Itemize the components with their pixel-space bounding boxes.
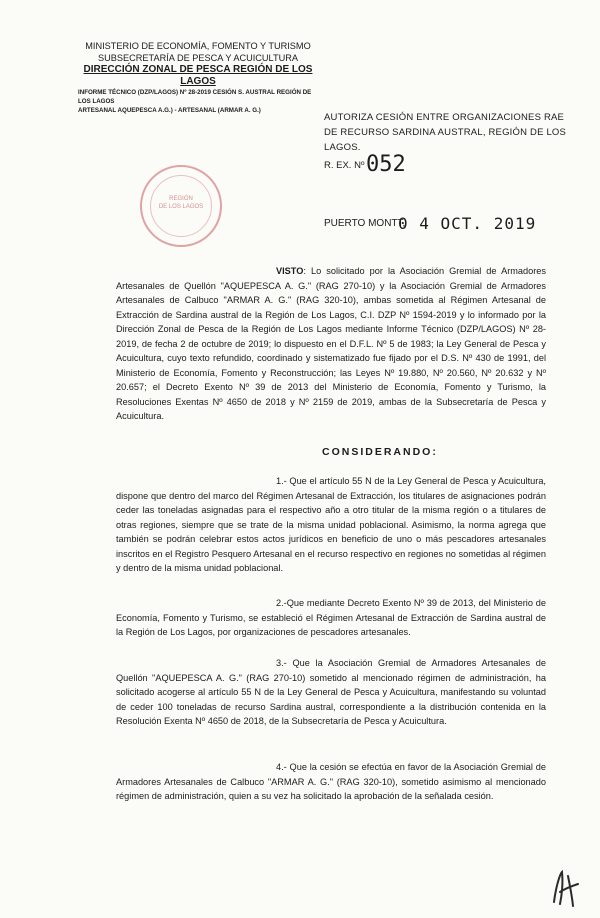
visto-heading: VISTO bbox=[276, 266, 304, 276]
subsecretaria-name: SUBSECRETARÍA DE PESCA Y ACUICULTURA bbox=[98, 53, 298, 63]
considerando-1-text: 1.- Que el artículo 55 N de la Ley General de Pesca y Acuicultura, dispone que dentro del marco del Régimen Artesanal de Extracción, los titulares de asignaciones podrán ceder las toneladas asignadas para el respectivo año a otro titular de la misma región o a titulares de otras regiones, siempre que se trate de la misma unidad poblacional. Asimismo, la norma agrega que también se podrán celebrar estos actos jurídicos en beneficio de uno o más pescadores artesanales inscritos en el Registro Pesquero Artesanal en el recurso respectivo en regiones no sometidas al régimen y dentro de la misma unidad poblacional. bbox=[116, 476, 546, 573]
direccion-zonal-name: DIRECCIÓN ZONAL DE PESCA REGIÓN DE LOS LAGOS bbox=[83, 64, 313, 87]
resolution-subject: AUTORIZA CESIÓN ENTRE ORGANIZACIONES RAE DE RECURSO SARDINA AUSTRAL, REGIÓN DE LOS LAGOS. bbox=[324, 112, 567, 153]
handwritten-initial-signature bbox=[548, 866, 582, 910]
considerando-3-text: 3.- Que la Asociación Gremial de Armadores Artesanales de Quellón "AQUEPESCA A. G." (RAG 270-10) sometido al mencionado régimen de administración, ha solicitado acogerse al artículo 55 N de la Ley General de Pesca y Acuicultura, manifestando su voluntad de ceder 100 toneladas de recurso Sardina austral, correspondiente a la distribución contenida en la Resolución Exenta Nº 4650 de 2018, de la Subsecretaría de Pesca y Acuicultura. bbox=[116, 658, 546, 726]
stamp-line-1: REGIÓN bbox=[169, 196, 193, 202]
official-stamp bbox=[140, 165, 222, 247]
resolution-label: R. EX. Nº bbox=[324, 160, 365, 171]
ministry-name: MINISTERIO DE ECONOMÍA, FOMENTO Y TURISMO bbox=[85, 41, 311, 51]
letterhead bbox=[78, 40, 318, 115]
considerando-4 bbox=[116, 760, 546, 804]
place-label: PUERTO MONTT, bbox=[324, 218, 406, 229]
informe-line-1: INFORME TÉCNICO (DZP/LAGOS) Nº 28-2019 CESIÓN S. AUSTRAL REGIÓN DE LOS LAGOS bbox=[78, 89, 312, 105]
considerando-heading: CONSIDERANDO: bbox=[322, 446, 438, 458]
date-stamp: 0 4 OCT. 2019 bbox=[398, 214, 537, 233]
visto-text: : Lo solicitado por la Asociación Gremial de Armadores Artesanales de Quellón "AQUEPESCA A. G." (RAG 270-10) y la Asociación Gremial de Armadores Artesanales de Calbuco "ARMAR A. G." (RAG 320-10), ambas sometida al Régimen Artesanal de Extracción de Sardina austral de la Región de Los Lagos, C.I. DZP Nº 1594-2019 y lo informado por la Dirección Zonal de Pesca de la Región de Los Lagos mediante Informe Técnico (DZP/LAGOS) Nº 28-2019, de fecha 2 de octubre de 2019; lo dispuesto en el D.F.L. Nº 5 de 1983; la Ley General de Pesca y Acuicultura, cuyo texto refundido, coordinado y sistematizado fue fijado por el D.S. Nº 430 de 1991, del Ministerio de Economía, Fomento y Reconstrucción; las Leyes Nº 19.880, Nº 20.560, Nº 20.632 y Nº 20.657; el Decreto Exento Nº 39 de 2013 del Ministerio de Economía, Fomento y Turismo, la Resoluciones Exentas Nº 4650 de 2018 y Nº 2159 de 2019, ambas de la Subsecretaría de Pesca y Acuicultura. bbox=[116, 266, 546, 421]
considerando-4-text: 4.- Que la cesión se efectúa en favor de la Asociación Gremial de Armadores Artesanales de Calbuco "ARMAR A. G." (RAG 320-10), sometido asimismo al mencionado régimen de administración, quien a su vez ha solicitado la aprobación de la señalada cesión. bbox=[116, 762, 546, 801]
considerando-2 bbox=[116, 596, 546, 640]
stamp-text bbox=[142, 195, 220, 211]
considerando-3 bbox=[116, 656, 546, 729]
visto-section bbox=[116, 264, 546, 424]
considerando-1 bbox=[116, 474, 546, 576]
considerando-2-text: 2.-Que mediante Decreto Exento Nº 39 de 2013, del Ministerio de Economía, Fomento y Turismo, se estableció el Régimen Artesanal de Extracción de Sardina austral de la Región de Los Lagos, por organizaciones de pescadores artesanales. bbox=[116, 598, 546, 637]
resolution-number: 052 bbox=[366, 152, 406, 177]
stamp-line-2: DE LOS LAGOS bbox=[158, 204, 204, 210]
informe-line-2: ARTESANAL AQUEPESCA A.G.) - ARTESANAL (ARMAR A. G.) bbox=[78, 107, 261, 114]
